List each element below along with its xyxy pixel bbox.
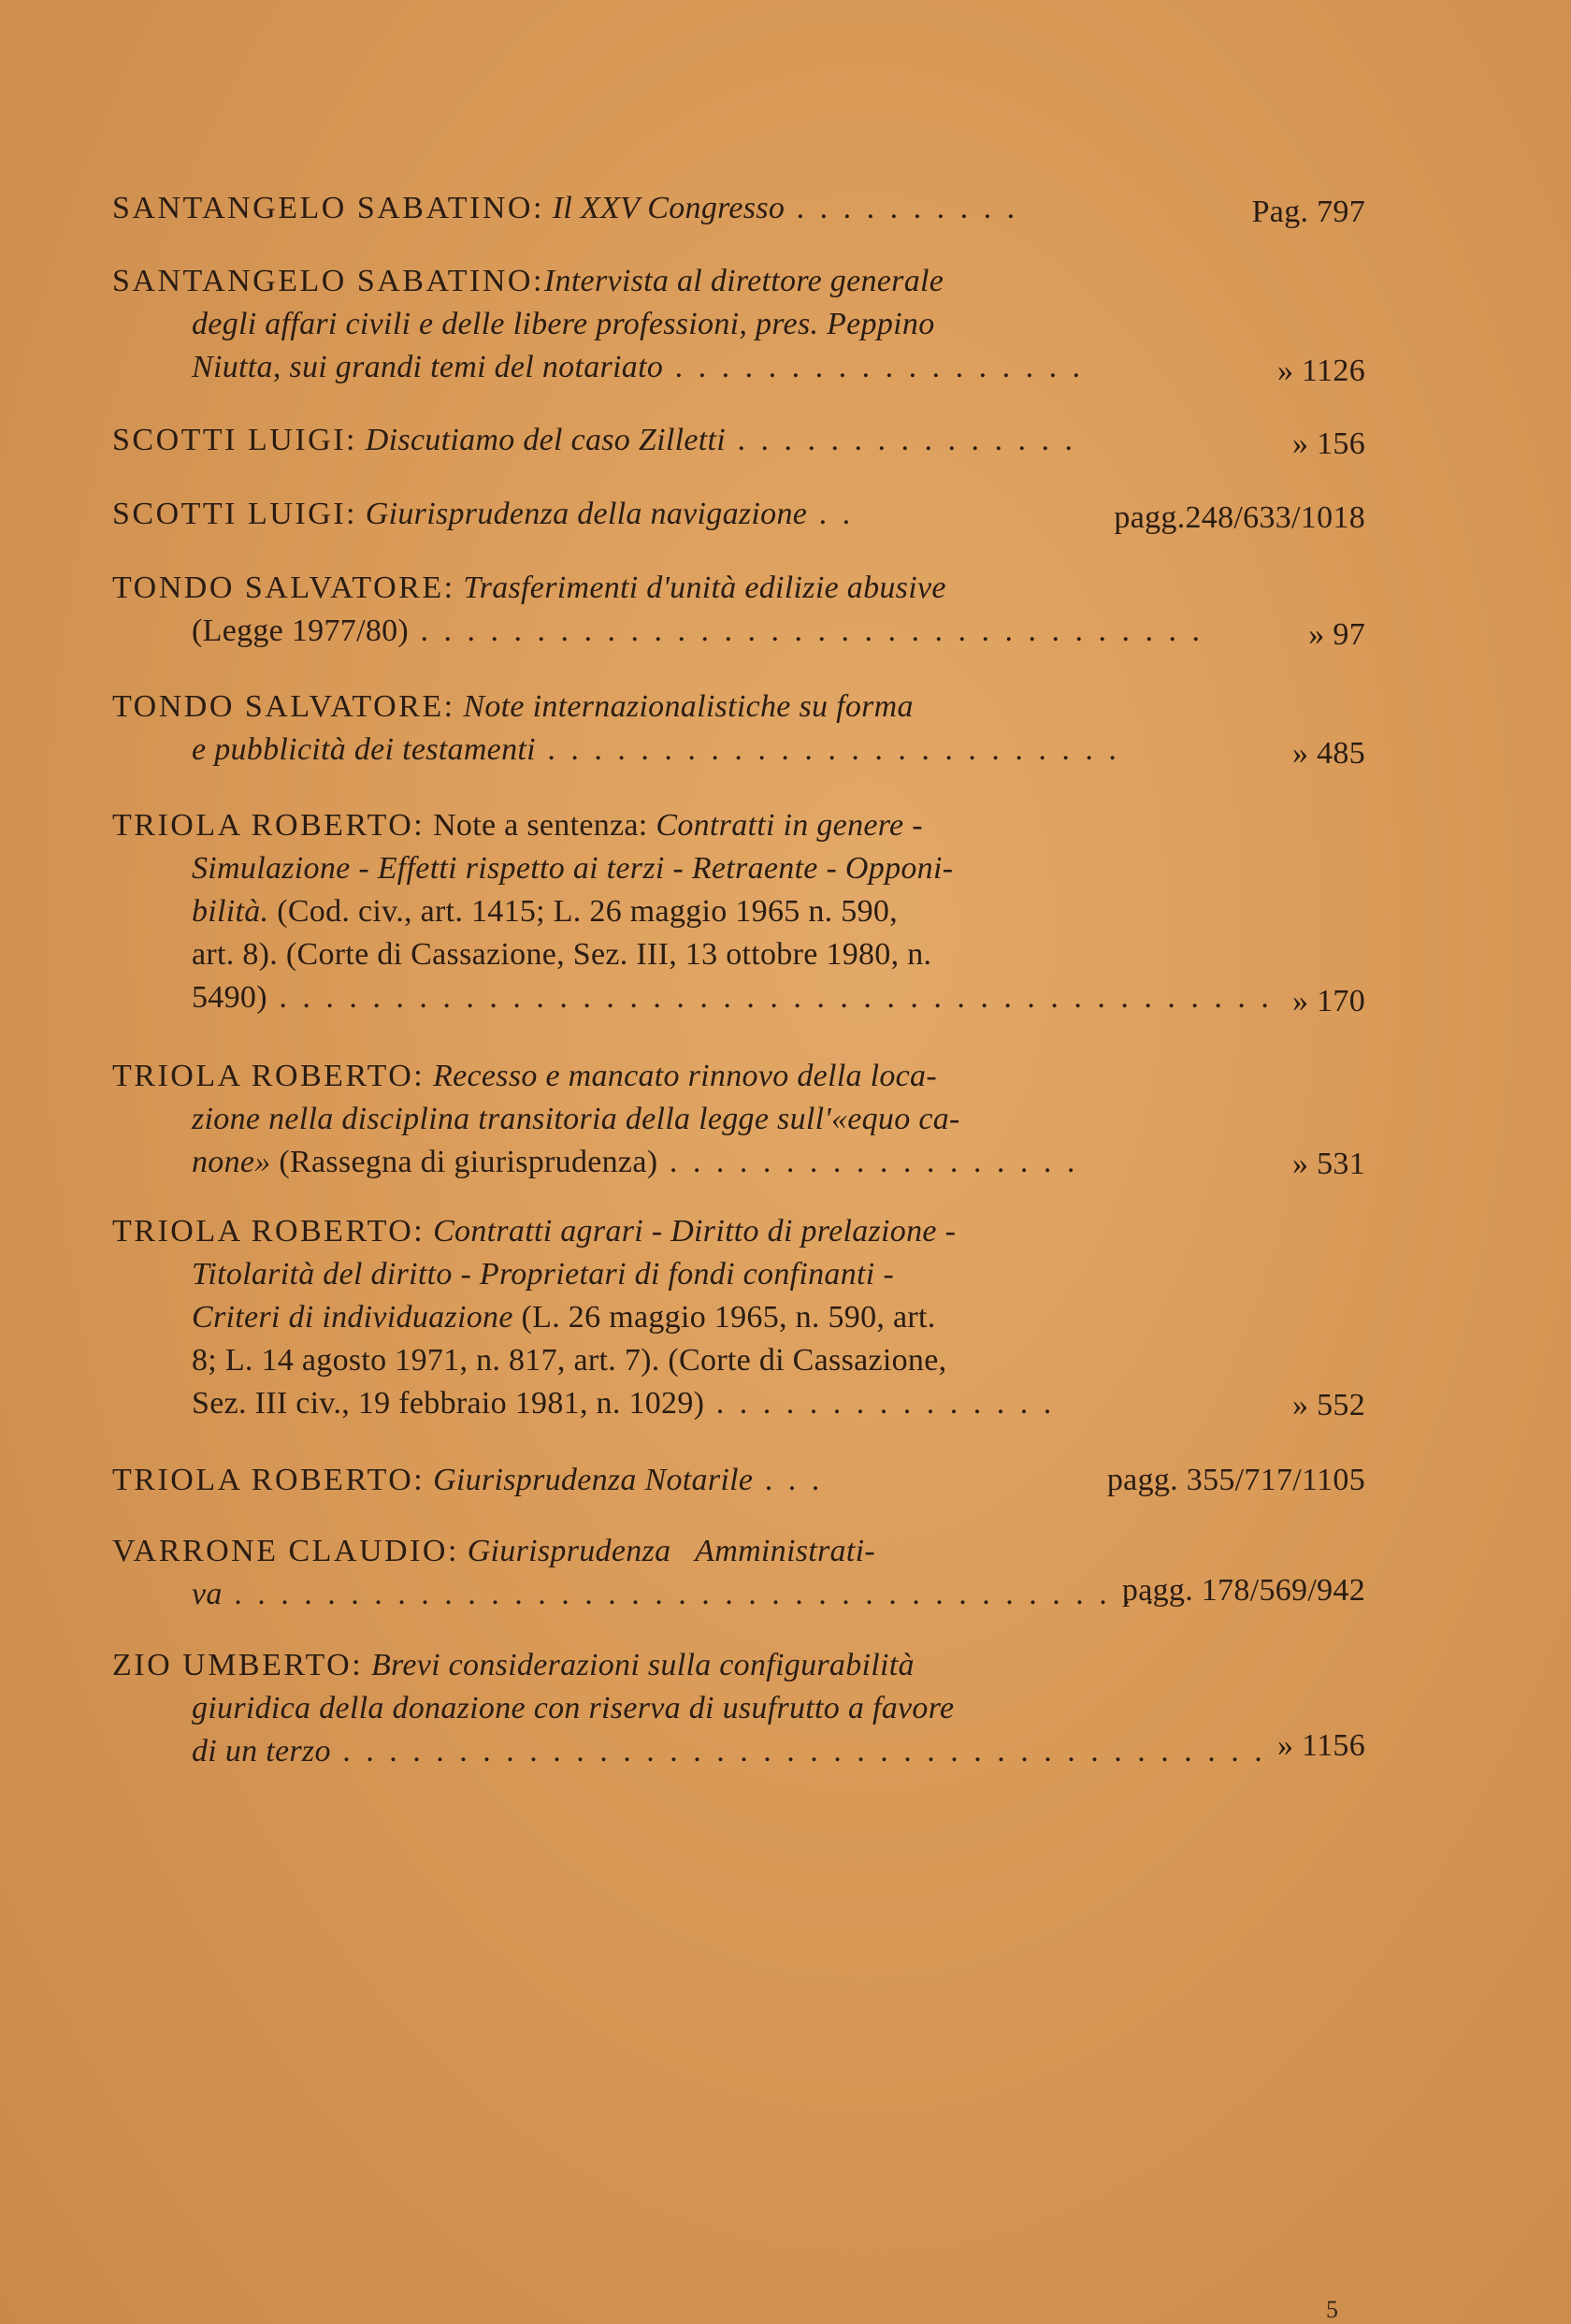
leader-dots: . . . . . . . . . . . . . . . . . . . . . . . . . . . . . . . . . . . . . . . . . . . [267, 980, 1273, 1015]
leader-dots: . . . . . . . . . . . . . . . . . . . . . . . . . . . . . . . . . . [409, 613, 1204, 648]
entry-author: TONDO SALVATORE: [112, 570, 455, 605]
entry-title: Simulazione - Effetti rispetto ai terzi - Retraente - Opponi- [192, 851, 954, 886]
entry-title: Niutta, sui grandi temi del notariato [192, 350, 664, 384]
page-reference: pagg.248/633/1018 [1114, 500, 1365, 535]
entry-line [112, 1459, 823, 1502]
entry-title: bilità. [192, 894, 269, 929]
entry-title: di un terzo [192, 1734, 331, 1768]
entry-author: TRIOLA ROBERTO: [112, 1214, 425, 1249]
entry-text: Note a sentenza: [433, 808, 656, 843]
entry-line [192, 1730, 1266, 1773]
entry-title: Il XXV Congresso [552, 191, 786, 225]
leader-dots: . . . . . . . . . . . . . . . . . . [663, 350, 1085, 384]
entry-line [192, 346, 1084, 389]
entry-text: (Cod. civ., art. 1415; L. 26 maggio 1965 n. 590, [268, 894, 898, 929]
page-reference: » 170 [1292, 984, 1365, 1018]
entry-author: SANTANGELO SABATINO: [112, 264, 544, 298]
entry-line [192, 1141, 1078, 1184]
entry-line [192, 729, 1120, 772]
entry-title: Discutiamo del caso Zilletti [365, 423, 726, 457]
entry-line [112, 1644, 915, 1687]
entry-line [192, 890, 898, 933]
entry-title: Contratti agrari - Diritto di prelazione - [433, 1214, 957, 1249]
entry-author: TONDO SALVATORE: [112, 689, 455, 724]
entry-title: Giurisprudenza Notarile [433, 1463, 754, 1497]
entry-line [112, 260, 944, 303]
entry-title: Note internazionalistiche su forma [463, 689, 914, 724]
entry-line [192, 1296, 936, 1339]
entry-line [192, 610, 1203, 653]
page-reference: » 552 [1292, 1388, 1365, 1422]
entry-title: Trasferimenti d'unità edilizie abusive [463, 570, 946, 605]
page-reference: » 531 [1292, 1147, 1365, 1181]
entry-author: VARRONE CLAUDIO: [112, 1534, 459, 1568]
entry-text: 5490) [192, 980, 267, 1015]
entry-text: (Rassegna di giurisprudenza) [270, 1145, 658, 1179]
leader-dots: . . . . . . . . . . . . . . . [726, 423, 1076, 457]
entry-author: SCOTTI LUIGI: [112, 497, 357, 531]
entry-title: e pubblicità dei testamenti [192, 732, 536, 767]
entry-author: SCOTTI LUIGI: [112, 423, 357, 457]
entry-title: Recesso e mancato rinnovo della loca- [433, 1059, 937, 1093]
entry-line [192, 976, 1273, 1019]
entry-title: Giurisprudenza Amministrati- [467, 1534, 875, 1568]
entry-line [112, 187, 1018, 230]
entry-line [112, 1055, 937, 1098]
page-reference: » 485 [1292, 736, 1365, 771]
entry-title: va [192, 1577, 223, 1611]
entry-title: Titolarità del diritto - Proprietari di fondi confinanti - [192, 1257, 894, 1292]
entry-title: none» [192, 1145, 271, 1179]
entry-line [192, 1098, 960, 1141]
entry-text: 8; L. 14 agosto 1971, n. 817, art. 7). (Corte di Cassazione, [192, 1343, 947, 1378]
entry-author: TRIOLA ROBERTO: [112, 808, 425, 843]
entry-line [112, 804, 923, 847]
entry-line [192, 1573, 1158, 1616]
entry-line [192, 1687, 954, 1730]
entry-line [112, 686, 914, 729]
entry-title: Intervista al direttore generale [543, 264, 944, 298]
entry-title: Contratti in genere - [656, 808, 923, 843]
page-reference: » 156 [1292, 426, 1365, 461]
leader-dots: . . . . . . . . . . . . . . . . . . . . . . . . . . . . . . . . . . . . . . . . [222, 1577, 1158, 1611]
entry-author: ZIO UMBERTO: [112, 1648, 364, 1682]
entry-line [112, 1530, 875, 1573]
entry-author: SANTANGELO SABATINO: [112, 191, 544, 225]
entry-title: zione nella disciplina transitoria della legge sull'«equo ca- [192, 1102, 960, 1136]
entry-title: Criteri di individuazione [192, 1300, 513, 1335]
entry-line [192, 303, 935, 346]
entry-line [112, 419, 1076, 462]
entry-line [112, 567, 946, 610]
page-reference: » 1126 [1276, 354, 1365, 388]
entry-line [192, 1382, 1055, 1425]
page-reference: » 97 [1308, 617, 1365, 652]
entry-title: giuridica della donazione con riserva di usufrutto a favore [192, 1691, 955, 1725]
leader-dots: . . . . . . . . . . . . . . . . . . . . . . . . . [535, 732, 1120, 767]
entry-title: Giurisprudenza della navigazione [365, 497, 808, 531]
entry-line [192, 1339, 946, 1382]
entry-line [192, 933, 931, 976]
page-reference: » 1156 [1276, 1728, 1365, 1763]
entry-line [192, 1253, 894, 1296]
entry-line [192, 847, 953, 890]
leader-dots: . . [807, 497, 855, 531]
page-number: 5 [1326, 2296, 1338, 2323]
leader-dots: . . . [753, 1463, 824, 1497]
entry-line [112, 1210, 956, 1253]
leader-dots: . . . . . . . . . . . . . . . . . . . . . . . . . . . . . . . . . . . . . . . . [330, 1734, 1266, 1768]
page-reference: pagg. 355/717/1105 [1106, 1463, 1365, 1497]
entry-text: Sez. III civ., 19 febbraio 1981, n. 1029) [192, 1386, 705, 1421]
entry-author: TRIOLA ROBERTO: [112, 1463, 425, 1497]
entry-text: (Legge 1977/80) [192, 613, 410, 648]
entry-text: (L. 26 maggio 1965, n. 590, art. [512, 1300, 936, 1335]
entry-title: degli affari civili e delle libere professioni, pres. Peppino [192, 307, 935, 341]
page-reference: pagg. 178/569/942 [1121, 1573, 1365, 1608]
leader-dots: . . . . . . . . . . [785, 191, 1019, 225]
entry-title: Brevi considerazioni sulla configurabilità [370, 1648, 915, 1682]
leader-dots: . . . . . . . . . . . . . . . [704, 1386, 1056, 1421]
entry-author: TRIOLA ROBERTO: [112, 1059, 425, 1093]
page-reference: Pag. 797 [1251, 195, 1365, 229]
leader-dots: . . . . . . . . . . . . . . . . . . [657, 1145, 1079, 1179]
entry-text: art. 8). (Corte di Cassazione, Sez. III, 13 ottobre 1980, n. [192, 937, 932, 972]
entry-line [112, 493, 854, 536]
